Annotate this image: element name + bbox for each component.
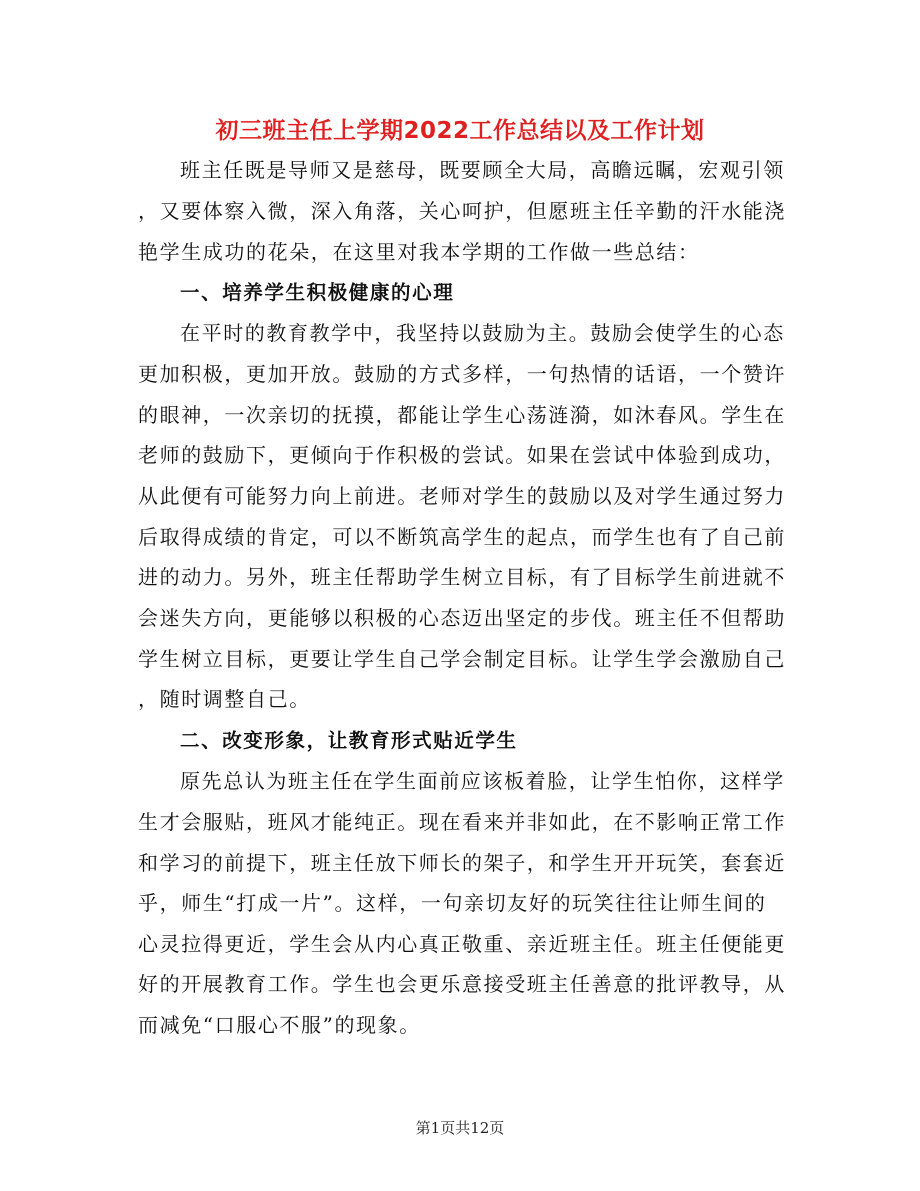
paragraph-line: 原先总认为班主任在学生面前应该板着脸，让学生怕你，这样学 — [180, 769, 785, 793]
paragraph-line: 会迷失方向，更能够以积极的心态迈出坚定的步伐。班主任不但帮助 — [138, 606, 786, 630]
paragraph-line: 心灵拉得更近，学生会从内心真正敬重、亲近班主任。班主任便能更 — [138, 932, 786, 956]
paragraph-line: ，随时调整自己。 — [138, 687, 311, 711]
paragraph-line: 和学习的前提下，班主任放下师长的架子，和学生开开玩笑，套套近 — [138, 851, 786, 875]
paragraph-line: ，又要体察入微，深入角落，关心呵护，但愿班主任辛勤的汗水能浇 — [138, 199, 786, 223]
paragraph-line: 从此便有可能努力向上前进。老师对学生的鼓励以及对学生通过努力 — [138, 484, 786, 508]
paragraph-line: 班主任既是导师又是慈母，既要顾全大局，高瞻远瞩，宏观引领 — [180, 158, 785, 182]
paragraph-line: 后取得成绩的肯定，可以不断筑高学生的起点，而学生也有了自己前 — [138, 525, 786, 549]
paragraph-line: 更加积极，更加开放。鼓励的方式多样，一句热情的话语，一个赞许 — [138, 362, 786, 386]
paragraph-line: 而减免“口服心不服”的现象。 — [138, 1013, 421, 1037]
paragraph-line: 学生树立目标，更要让学生自己学会制定目标。让学生学会激励自己 — [138, 647, 786, 671]
document-title: 初三班主任上学期2022工作总结以及工作计划 — [215, 118, 705, 144]
paragraph-line: 进的动力。另外，班主任帮助学生树立目标，有了目标学生前进就不 — [138, 565, 786, 589]
paragraph-line: 生才会服贴，班风才能纯正。现在看来并非如此，在不影响正常工作 — [138, 810, 786, 834]
paragraph-line: 在平时的教育教学中，我坚持以鼓励为主。鼓励会使学生的心态 — [180, 321, 785, 345]
paragraph-line: 艳学生成功的花朵，在这里对我本学期的工作做一些总结： — [138, 240, 700, 264]
paragraph-line: 老师的鼓励下，更倾向于作积极的尝试。如果在尝试中体验到成功， — [138, 443, 786, 467]
section-heading: 二、改变形象，让教育形式贴近学生 — [180, 729, 518, 752]
section-heading: 一、培养学生积极健康的心理 — [180, 281, 455, 304]
paragraph-line: 的眼神，一次亲切的抚摸，都能让学生心荡涟漪，如沐春风。学生在 — [138, 403, 786, 427]
paragraph-line: 好的开展教育工作。学生也会更乐意接受班主任善意的批评教导，从 — [138, 972, 786, 996]
paragraph-line: 乎，师生“打成一片”。这样，一句亲切友好的玩笑往往让师生间的 — [138, 891, 767, 915]
page-footer: 第1页共12页 — [415, 1119, 505, 1137]
